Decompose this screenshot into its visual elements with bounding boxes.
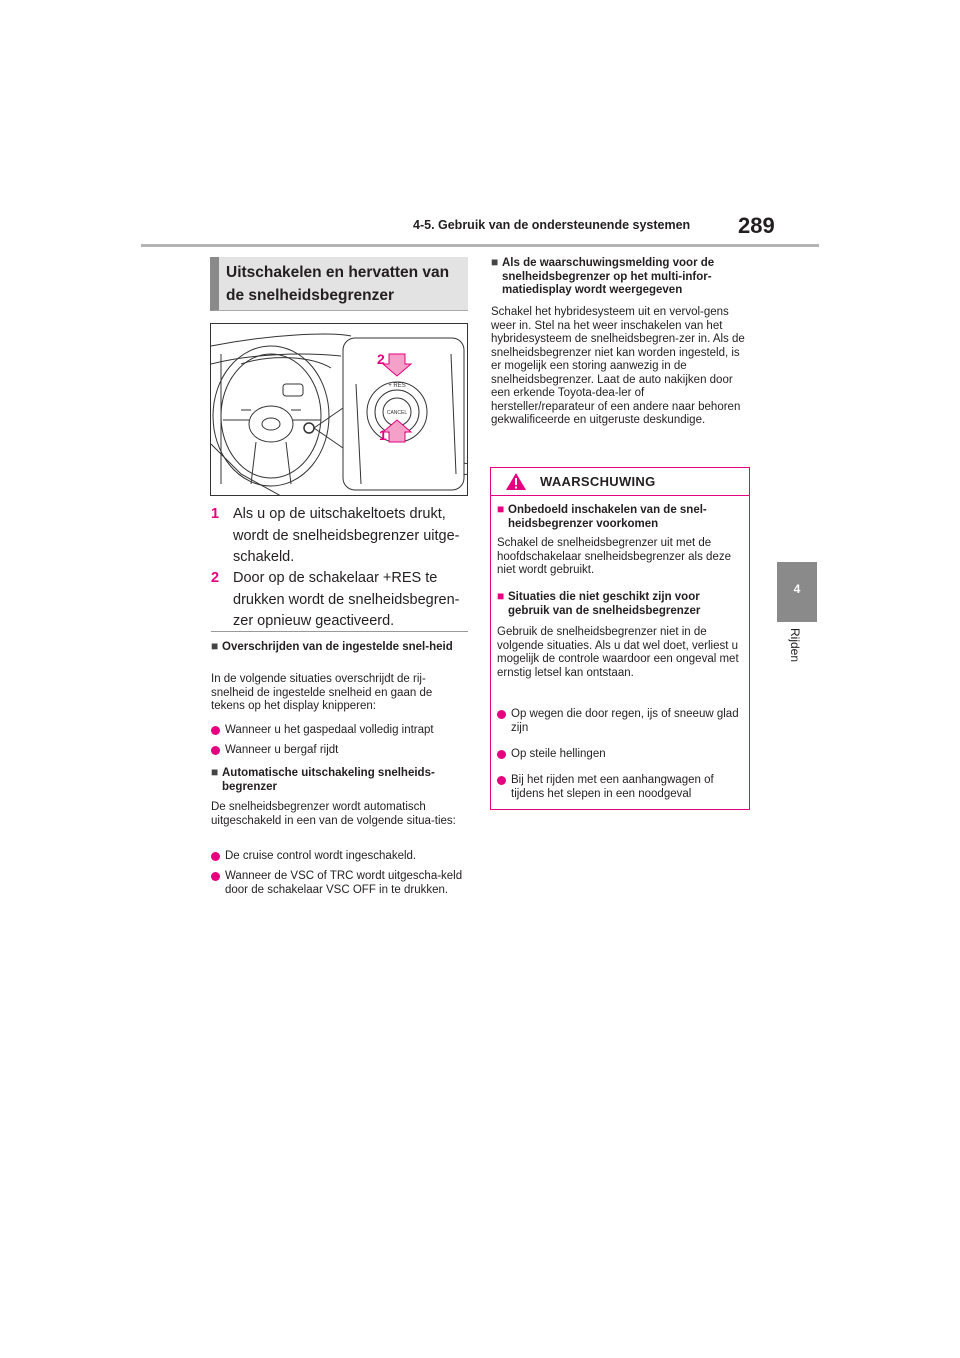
square-bullet-icon: ■ (491, 255, 499, 269)
bullet-dot-icon (211, 726, 220, 735)
step-number: 2 (211, 570, 220, 586)
warning-heading: ■ Situaties die niet geschikt zijn voor gebruik van de snelheidsbegrenzer (497, 589, 701, 617)
figure-callout-1: 1 (379, 427, 387, 443)
warning-triangle-icon (505, 472, 527, 491)
cancel-switch-label: CANCEL (386, 410, 408, 416)
bullet-dot-icon (497, 750, 506, 759)
list-item: Wanneer u het gaspedaal volledig intrapt (211, 724, 471, 738)
list-item: Op steile hellingen (497, 748, 745, 762)
step-1 (211, 504, 473, 570)
bullet-dot-icon (211, 872, 220, 881)
note-paragraph: Schakel het hybridesysteem uit en vervol-gens weer in. Stel na het weer inschakelen van het hybridesysteem de snelheidsbegren-zer in. Als de snelheidsbegrenzer niet kan worden ingesteld, is er mogelijk een storing aanwezig in de snelheidsbegrenzer. Laat de auto nakijken door een erkende Toyota-dea-ler of hersteller/reparateur of een andere naar behoren gekwalificeerde en uitgeruste deskundige. (491, 306, 745, 426)
warning-paragraph: Gebruik de snelheidsbegrenzer niet in de volgende situaties. Als u dat wel doet, verliest u mogelijk de controle waardoor een ongeval met ernstig letsel kan ontstaan. (497, 626, 739, 679)
list-item: De cruise control wordt ingeschakeld. (211, 850, 471, 864)
warning-paragraph: Schakel de snelheidsbegrenzer uit met de hoofdschakelaar snelheidsbegrenzer als deze niet wordt gebruikt. (497, 537, 731, 576)
bullet-dot-icon (211, 746, 220, 755)
note-paragraph: De snelheidsbegrenzer wordt automatisch uitgeschakeld in een van de volgende situa-ties: (211, 801, 456, 827)
note-heading: ■ Automatische uitschakeling snelheids-begrenzer (211, 765, 435, 793)
step-number: 1 (211, 506, 220, 522)
divider (211, 631, 468, 632)
list-item: Bij het rijden met een aanhangwagen of tijdens het slepen in een noodgeval (497, 774, 745, 802)
page-number: 289 (738, 213, 775, 238)
section-heading-text: Uitschakelen en hervatten van de snelheidsbegrenzer (226, 264, 450, 304)
list-item: Wanneer de VSC of TRC wordt uitgescha-keld door de schakelaar VSC OFF in te drukken. (211, 870, 471, 914)
step-text: Door op de schakelaar +RES te drukken wordt de snelheidsbegren-zer opnieuw geactiveerd. (233, 570, 460, 629)
step-2 (211, 568, 473, 634)
figure-callout-2: 2 (377, 351, 385, 367)
steering-wheel-illustration (210, 323, 468, 496)
header-rule (141, 244, 819, 247)
step-text: Als u op de uitschakeltoets drukt, wordt de snelheidsbegrenzer uitge-schakeld. (233, 506, 460, 565)
warning-heading: ■ Onbedoeld inschakelen van de snel-heidsbegrenzer voorkomen (497, 502, 707, 530)
square-bullet-icon: ■ (211, 765, 219, 779)
bullet-dot-icon (211, 852, 220, 861)
square-bullet-icon: ■ (497, 589, 505, 603)
bullet-dot-icon (497, 710, 506, 719)
note-heading: ■ Als de waarschuwingsmelding voor de snelheidsbegrenzer op het multi-infor-matiedisplay wordt weergegeven (491, 255, 715, 296)
chapter-label: Rijden (788, 628, 802, 663)
steering-wheel-drawing (211, 324, 468, 496)
warning-label: WAARSCHUWING (540, 474, 656, 489)
note-heading: ■ Overschrijden van de ingestelde snel-heid (211, 639, 453, 653)
chapter-number: 4 (793, 582, 801, 596)
list-item: Op wegen die door regen, ijs of sneeuw glad zijn (497, 708, 745, 736)
list-item: Wanneer u bergaf rijdt (211, 744, 471, 758)
running-header: 4-5. Gebruik van de ondersteunende systemen (413, 218, 691, 232)
square-bullet-icon: ■ (497, 502, 505, 516)
section-heading (210, 257, 468, 311)
bullet-dot-icon (497, 776, 506, 785)
note-paragraph: In de volgende situaties overschrijdt de rij-snelheid de ingestelde snelheid en gaan de tekens op het display knipperen: (211, 673, 433, 712)
square-bullet-icon: ■ (211, 639, 219, 653)
res-switch-label: + RES (388, 383, 406, 389)
